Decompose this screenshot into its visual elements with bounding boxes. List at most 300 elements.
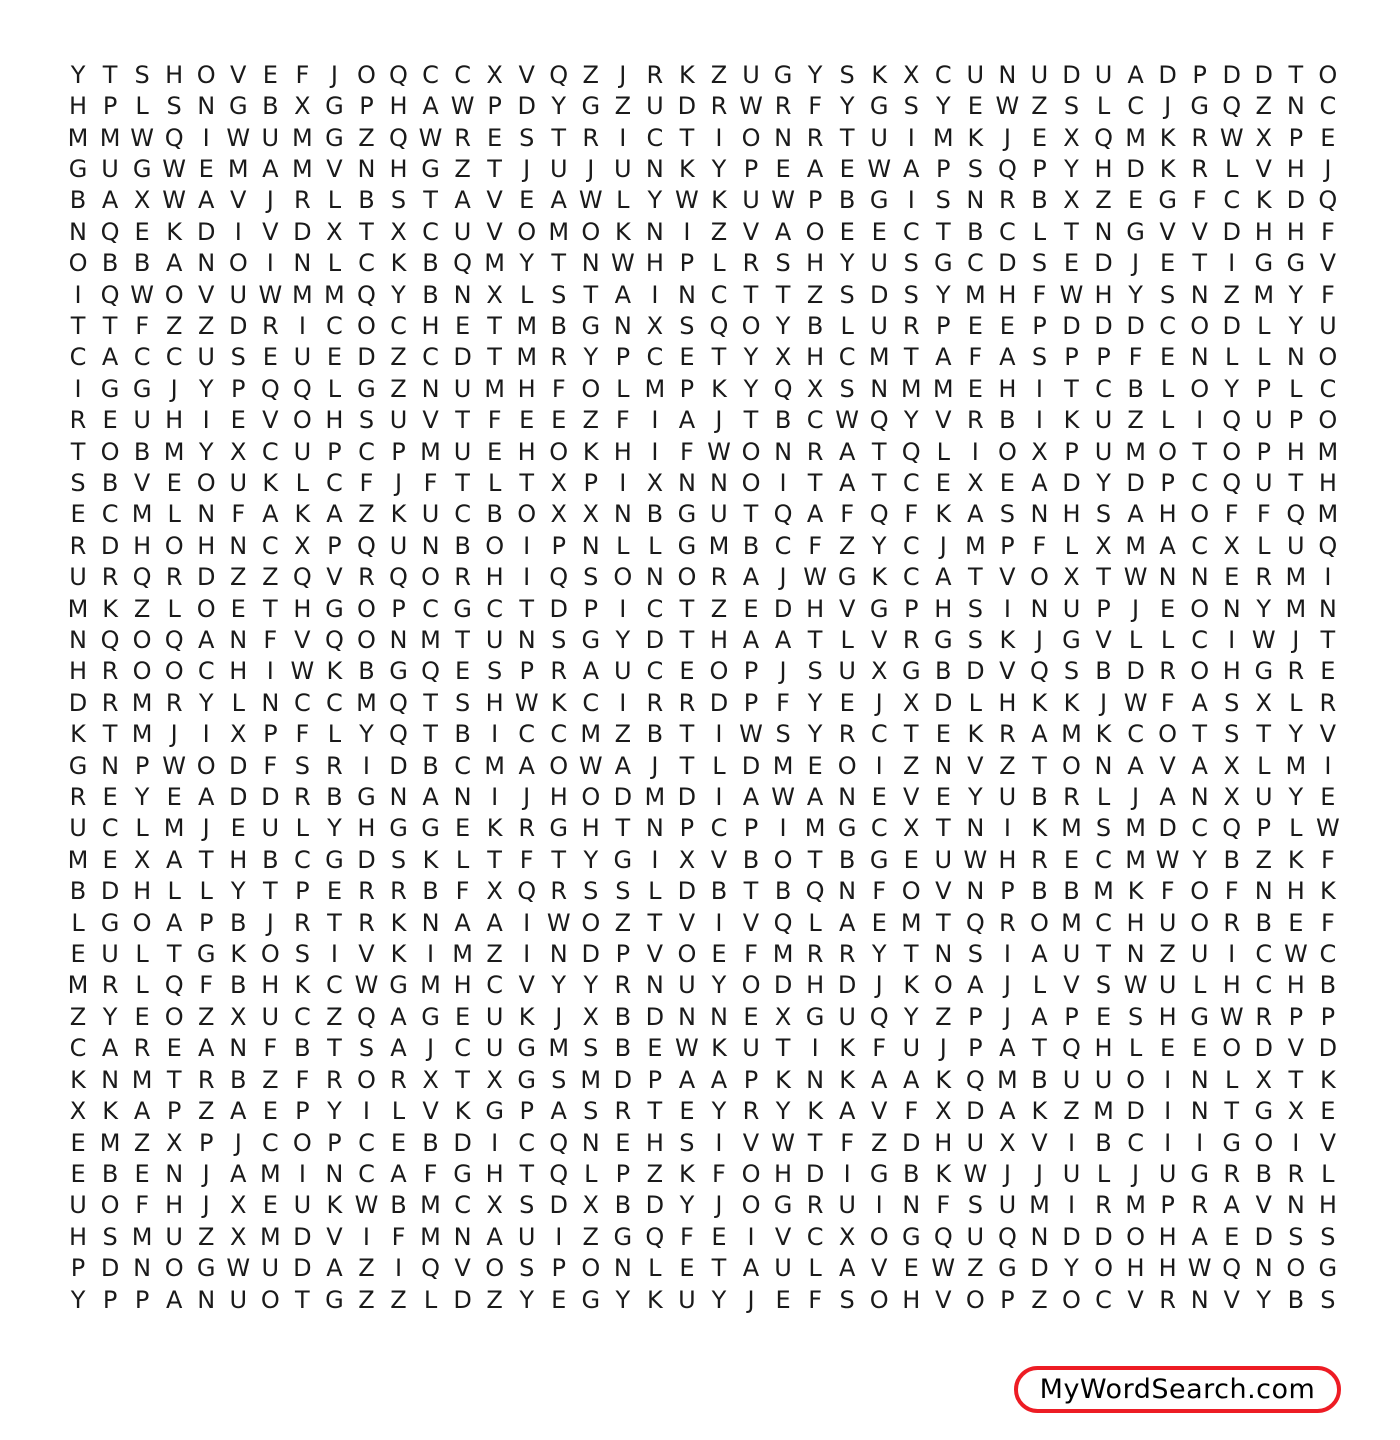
- grid-letter: L: [1257, 531, 1271, 560]
- grid-letter: O: [485, 1254, 505, 1283]
- grid-letter: L: [1289, 688, 1303, 717]
- grid-letter: T: [775, 1034, 791, 1063]
- grid-letter: C: [358, 249, 375, 278]
- grid-letter: G: [805, 1002, 825, 1031]
- grid-letter: R: [101, 657, 119, 686]
- grid-letter: K: [711, 186, 727, 215]
- grid-letter: U: [1158, 1159, 1177, 1188]
- grid-letter: C: [646, 594, 664, 623]
- grid-letter: Z: [262, 1065, 279, 1094]
- grid-letter: G: [933, 626, 953, 655]
- grid-letter: N: [581, 531, 600, 560]
- grid-letter: R: [1063, 783, 1080, 812]
- grid-letter: I: [202, 123, 210, 152]
- grid-letter: Y: [1064, 154, 1079, 183]
- grid-letter: G: [1254, 657, 1274, 686]
- grid-letter: C: [326, 468, 343, 497]
- grid-letter: M: [516, 311, 538, 340]
- grid-letter: T: [455, 406, 470, 435]
- grid-letter: V: [967, 751, 984, 780]
- grid-letter: B: [1031, 877, 1048, 906]
- grid-letter: T: [102, 60, 118, 89]
- grid-letter: A: [198, 1034, 215, 1063]
- grid-letter: A: [326, 500, 343, 529]
- grid-letter: N: [357, 154, 376, 183]
- grid-letter: J: [170, 720, 178, 749]
- grid-letter: V: [646, 940, 664, 969]
- grid-letter: K: [711, 374, 727, 403]
- grid-letter: W: [675, 186, 699, 215]
- grid-letter: S: [166, 92, 182, 121]
- grid-letter: X: [870, 657, 888, 686]
- grid-letter: P: [198, 1128, 214, 1157]
- grid-row: [62, 1252, 1344, 1283]
- grid-letter: X: [1255, 1065, 1272, 1094]
- grid-letter: P: [743, 688, 759, 717]
- grid-letter: F: [1032, 531, 1047, 560]
- grid-letter: F: [423, 1159, 438, 1188]
- grid-letter: T: [1320, 626, 1336, 655]
- grid-letter: C: [422, 343, 439, 372]
- grid-letter: O: [677, 563, 697, 592]
- grid-letter: I: [651, 845, 659, 874]
- grid-letter: I: [1003, 940, 1011, 969]
- grid-letter: D: [677, 92, 697, 121]
- grid-letter: S: [1320, 1222, 1336, 1251]
- grid-letter: H: [645, 249, 664, 278]
- grid-letter: V: [742, 217, 760, 246]
- grid-letter: K: [390, 249, 407, 278]
- grid-letter: E: [967, 311, 983, 340]
- grid-letter: I: [1003, 814, 1011, 843]
- grid-letter: Y: [775, 1097, 791, 1126]
- grid-letter: P: [1064, 437, 1079, 466]
- grid-letter: E: [455, 814, 471, 843]
- grid-letter: E: [1224, 563, 1240, 592]
- grid-letter: V: [518, 60, 535, 89]
- grid-letter: U: [1094, 437, 1113, 466]
- grid-letter: T: [743, 500, 759, 529]
- grid-letter: L: [327, 720, 342, 749]
- grid-letter: Y: [198, 437, 214, 466]
- grid-letter: I: [1003, 594, 1011, 623]
- grid-letter: J: [651, 751, 659, 780]
- grid-letter: W: [162, 186, 187, 215]
- grid-letter: R: [1223, 1159, 1241, 1188]
- grid-letter: U: [229, 1285, 248, 1314]
- grid-letter: U: [261, 1002, 280, 1031]
- grid-letter: O: [1286, 1254, 1306, 1283]
- grid-letter: R: [614, 1097, 632, 1126]
- grid-letter: L: [1257, 343, 1271, 372]
- grid-letter: G: [869, 594, 889, 623]
- grid-letter: V: [870, 1254, 888, 1283]
- grid-letter: R: [1191, 1191, 1208, 1220]
- grid-letter: F: [904, 1097, 919, 1126]
- grid-letter: B: [614, 1002, 632, 1031]
- grid-letter: C: [454, 751, 471, 780]
- grid-letter: N: [1190, 563, 1209, 592]
- grid-letter: W: [610, 249, 635, 278]
- grid-letter: P: [1256, 437, 1271, 466]
- grid-letter: U: [966, 60, 985, 89]
- grid-letter: C: [582, 688, 600, 717]
- grid-letter: E: [871, 783, 887, 812]
- grid-letter: G: [196, 940, 216, 969]
- grid-letter: B: [742, 531, 760, 560]
- grid-letter: R: [742, 1097, 760, 1126]
- grid-letter: O: [68, 249, 88, 278]
- grid-letter: W: [514, 688, 539, 717]
- grid-letter: H: [325, 406, 344, 435]
- grid-letter: N: [1286, 1191, 1305, 1220]
- grid-letter: F: [231, 500, 246, 529]
- grid-letter: I: [683, 217, 691, 246]
- grid-letter: H: [485, 563, 504, 592]
- grid-letter: S: [230, 343, 246, 372]
- grid-letter: J: [715, 406, 723, 435]
- grid-letter: O: [357, 594, 376, 623]
- grid-letter: Y: [839, 249, 855, 278]
- grid-letter: B: [646, 720, 664, 749]
- grid-letter: C: [454, 500, 471, 529]
- grid-row: [62, 499, 1344, 530]
- grid-letter: M: [67, 594, 89, 623]
- grid-letter: J: [1003, 1002, 1011, 1031]
- grid-letter: P: [134, 751, 150, 780]
- grid-letter: H: [645, 1128, 664, 1157]
- grid-letter: S: [967, 940, 983, 969]
- grid-letter: W: [258, 280, 283, 309]
- grid-letter: T: [423, 186, 438, 215]
- grid-letter: Q: [100, 280, 120, 309]
- brand-badge[interactable]: [1014, 1366, 1341, 1413]
- grid-letter: O: [549, 751, 569, 780]
- grid-letter: Y: [70, 1285, 86, 1314]
- grid-letter: D: [1254, 1034, 1273, 1063]
- grid-letter: J: [1132, 594, 1140, 623]
- grid-letter: B: [486, 500, 503, 529]
- grid-letter: B: [1095, 657, 1112, 686]
- grid-letter: E: [134, 217, 150, 246]
- grid-letter: E: [102, 845, 118, 874]
- grid-letter: I: [1164, 1065, 1172, 1094]
- grid-letter: F: [808, 531, 822, 560]
- grid-letter: G: [132, 374, 152, 403]
- grid-letter: O: [517, 500, 537, 529]
- grid-letter: I: [875, 1191, 883, 1220]
- grid-letter: X: [230, 720, 247, 749]
- grid-letter: K: [1255, 186, 1272, 215]
- grid-letter: Y: [1224, 374, 1240, 403]
- grid-letter: D: [293, 1254, 312, 1283]
- grid-letter: T: [903, 343, 919, 372]
- grid-letter: O: [581, 908, 601, 937]
- grid-letter: O: [1126, 1065, 1146, 1094]
- grid-letter: G: [389, 657, 408, 686]
- grid-letter: G: [901, 1222, 921, 1251]
- grid-letter: P: [551, 1254, 566, 1283]
- grid-row: [62, 1190, 1344, 1221]
- grid-letter: Q: [549, 1128, 569, 1157]
- grid-letter: G: [421, 154, 440, 183]
- grid-letter: X: [550, 468, 567, 497]
- grid-letter: N: [229, 626, 248, 655]
- grid-letter: C: [454, 60, 471, 89]
- grid-letter: H: [998, 845, 1017, 874]
- grid-letter: Y: [839, 92, 855, 121]
- grid-letter: G: [581, 311, 601, 340]
- grid-letter: O: [1318, 60, 1338, 89]
- grid-letter: K: [935, 1065, 952, 1094]
- grid-letter: G: [549, 814, 569, 843]
- grid-letter: O: [292, 406, 312, 435]
- grid-letter: X: [486, 280, 503, 309]
- grid-letter: N: [838, 877, 857, 906]
- grid-letter: V: [1127, 1285, 1144, 1314]
- grid-letter: T: [102, 311, 118, 340]
- grid-letter: H: [197, 531, 216, 560]
- grid-letter: P: [1064, 343, 1079, 372]
- grid-letter: Q: [292, 563, 312, 592]
- grid-letter: F: [1192, 186, 1207, 215]
- grid-letter: F: [936, 1191, 951, 1220]
- grid-letter: Y: [1096, 468, 1111, 497]
- grid-letter: A: [422, 92, 439, 121]
- grid-letter: I: [1196, 406, 1204, 435]
- grid-letter: B: [838, 186, 856, 215]
- grid-letter: Y: [1288, 783, 1304, 812]
- grid-letter: M: [420, 1191, 441, 1220]
- grid-letter: T: [807, 626, 823, 655]
- grid-letter: M: [227, 154, 249, 183]
- grid-letter: G: [581, 1285, 601, 1314]
- grid-letter: Y: [807, 688, 823, 717]
- grid-letter: F: [263, 751, 278, 780]
- grid-letter: J: [1132, 1159, 1140, 1188]
- grid-letter: O: [1029, 908, 1049, 937]
- grid-letter: E: [775, 1285, 791, 1314]
- grid-letter: I: [266, 249, 274, 278]
- grid-letter: M: [1125, 437, 1146, 466]
- grid-letter: Q: [773, 500, 793, 529]
- grid-letter: C: [422, 217, 439, 246]
- grid-letter: J: [330, 60, 338, 89]
- grid-letter: I: [362, 1097, 370, 1126]
- grid-letter: R: [1319, 688, 1337, 717]
- grid-letter: M: [131, 720, 153, 749]
- grid-letter: I: [491, 720, 499, 749]
- grid-letter: G: [1190, 1002, 1209, 1031]
- grid-letter: D: [357, 343, 376, 372]
- grid-letter: E: [1320, 1097, 1336, 1126]
- grid-letter: P: [1096, 343, 1111, 372]
- grid-letter: Q: [389, 688, 408, 717]
- grid-letter: U: [1254, 783, 1273, 812]
- grid-letter: I: [362, 1222, 370, 1251]
- grid-letter: L: [1257, 751, 1271, 780]
- grid-letter: Z: [69, 1002, 87, 1031]
- grid-letter: F: [1320, 908, 1335, 937]
- grid-letter: N: [838, 783, 857, 812]
- grid-letter: T: [711, 343, 727, 372]
- grid-letter: Q: [645, 1222, 665, 1251]
- grid-letter: R: [1223, 908, 1241, 937]
- grid-letter: U: [966, 1222, 985, 1251]
- grid-letter: N: [645, 154, 664, 183]
- grid-letter: I: [1292, 1128, 1300, 1157]
- grid-letter: Q: [389, 720, 408, 749]
- grid-letter: N: [197, 500, 216, 529]
- grid-letter: C: [261, 1128, 279, 1157]
- grid-letter: R: [646, 688, 664, 717]
- grid-letter: R: [902, 311, 920, 340]
- grid-letter: H: [806, 594, 825, 623]
- grid-letter: G: [132, 154, 152, 183]
- grid-letter: F: [423, 468, 438, 497]
- grid-letter: T: [968, 563, 983, 592]
- grid-letter: V: [1287, 1034, 1305, 1063]
- grid-letter: N: [1158, 563, 1177, 592]
- grid-letter: R: [261, 311, 279, 340]
- grid-letter: Q: [389, 123, 408, 152]
- grid-letter: Z: [870, 1128, 888, 1157]
- grid-letter: V: [326, 154, 343, 183]
- grid-letter: Z: [197, 311, 215, 340]
- grid-letter: C: [902, 468, 920, 497]
- grid-letter: A: [935, 343, 952, 372]
- grid-letter: Z: [133, 1128, 151, 1157]
- grid-letter: J: [202, 1191, 210, 1220]
- grid-letter: T: [839, 123, 855, 152]
- grid-letter: N: [229, 1034, 248, 1063]
- grid-row: [62, 1127, 1344, 1158]
- grid-letter: G: [325, 1285, 344, 1314]
- grid-letter: Y: [807, 720, 823, 749]
- grid-letter: E: [647, 1034, 663, 1063]
- grid-letter: X: [1223, 751, 1240, 780]
- grid-letter: Q: [517, 877, 537, 906]
- grid-letter: B: [358, 657, 375, 686]
- grid-letter: F: [680, 437, 694, 466]
- grid-letter: F: [1320, 845, 1335, 874]
- grid-letter: W: [771, 186, 795, 215]
- grid-letter: E: [1063, 249, 1080, 278]
- grid-letter: A: [967, 500, 984, 529]
- grid-letter: V: [486, 186, 503, 215]
- grid-letter: K: [1159, 123, 1176, 152]
- grid-letter: H: [165, 60, 184, 89]
- grid-letter: W: [739, 720, 763, 749]
- grid-letter: T: [647, 1097, 663, 1126]
- grid-letter: I: [715, 783, 723, 812]
- grid-letter: Y: [519, 1285, 535, 1314]
- grid-letter: J: [266, 908, 274, 937]
- grid-letter: Z: [326, 1002, 343, 1031]
- grid-letter: B: [262, 92, 279, 121]
- grid-letter: I: [1067, 1191, 1076, 1220]
- grid-letter: S: [1063, 92, 1080, 121]
- grid-letter: O: [164, 280, 184, 309]
- grid-letter: G: [1158, 186, 1177, 215]
- grid-letter: T: [166, 940, 182, 969]
- grid-letter: V: [133, 468, 151, 497]
- grid-letter: P: [295, 877, 310, 906]
- grid-letter: K: [871, 60, 888, 89]
- grid-letter: G: [581, 92, 601, 121]
- grid-letter: S: [903, 249, 919, 278]
- grid-letter: U: [838, 1002, 856, 1031]
- grid-letter: I: [1324, 751, 1332, 780]
- grid-letter: D: [100, 877, 120, 906]
- grid-letter: L: [135, 940, 149, 969]
- grid-letter: M: [1285, 751, 1307, 780]
- grid-letter: N: [101, 1065, 120, 1094]
- grid-letter: A: [165, 249, 183, 278]
- grid-letter: W: [354, 1191, 379, 1220]
- grid-letter: A: [838, 437, 856, 466]
- grid-letter: S: [519, 1254, 535, 1283]
- grid-letter: B: [133, 437, 151, 466]
- grid-letter: D: [100, 1254, 120, 1283]
- grid-letter: R: [294, 186, 311, 215]
- grid-letter: H: [165, 1191, 184, 1220]
- grid-letter: K: [422, 845, 439, 874]
- grid-letter: H: [549, 783, 568, 812]
- grid-letter: Z: [454, 154, 471, 183]
- grid-letter: D: [1030, 1254, 1049, 1283]
- grid-letter: K: [1159, 154, 1176, 183]
- grid-letter: Y: [1288, 311, 1304, 340]
- grid-letter: N: [517, 626, 536, 655]
- grid-letter: I: [330, 940, 338, 969]
- grid-letter: O: [1318, 406, 1338, 435]
- grid-letter: F: [872, 1034, 887, 1063]
- grid-letter: Y: [679, 1191, 695, 1220]
- grid-letter: O: [1158, 720, 1178, 749]
- grid-letter: Y: [1288, 280, 1304, 309]
- grid-letter: M: [131, 1222, 153, 1251]
- grid-letter: K: [935, 1159, 952, 1188]
- grid-letter: W: [1059, 280, 1084, 309]
- grid-letter: C: [902, 531, 920, 560]
- grid-letter: E: [487, 123, 503, 152]
- grid-letter: E: [102, 783, 118, 812]
- grid-letter: P: [391, 437, 406, 466]
- grid-letter: P: [487, 92, 502, 121]
- grid-letter: D: [1318, 1034, 1338, 1063]
- grid-letter: H: [133, 877, 152, 906]
- grid-letter: N: [966, 877, 985, 906]
- grid-letter: U: [261, 814, 280, 843]
- grid-letter: I: [523, 940, 531, 969]
- grid-letter: G: [68, 154, 88, 183]
- grid-letter: H: [1286, 437, 1305, 466]
- grid-letter: U: [838, 1191, 856, 1220]
- grid-row: [62, 216, 1344, 247]
- grid-letter: O: [1222, 1034, 1242, 1063]
- grid-letter: M: [1093, 1097, 1114, 1126]
- grid-letter: P: [102, 1285, 118, 1314]
- grid-letter: C: [1191, 814, 1209, 843]
- grid-letter: E: [999, 468, 1015, 497]
- grid-letter: E: [134, 1159, 150, 1188]
- grid-letter: C: [326, 971, 343, 1000]
- grid-letter: I: [715, 720, 723, 749]
- grid-letter: U: [197, 343, 215, 372]
- grid-row: [62, 624, 1344, 655]
- grid-row: [62, 1284, 1344, 1315]
